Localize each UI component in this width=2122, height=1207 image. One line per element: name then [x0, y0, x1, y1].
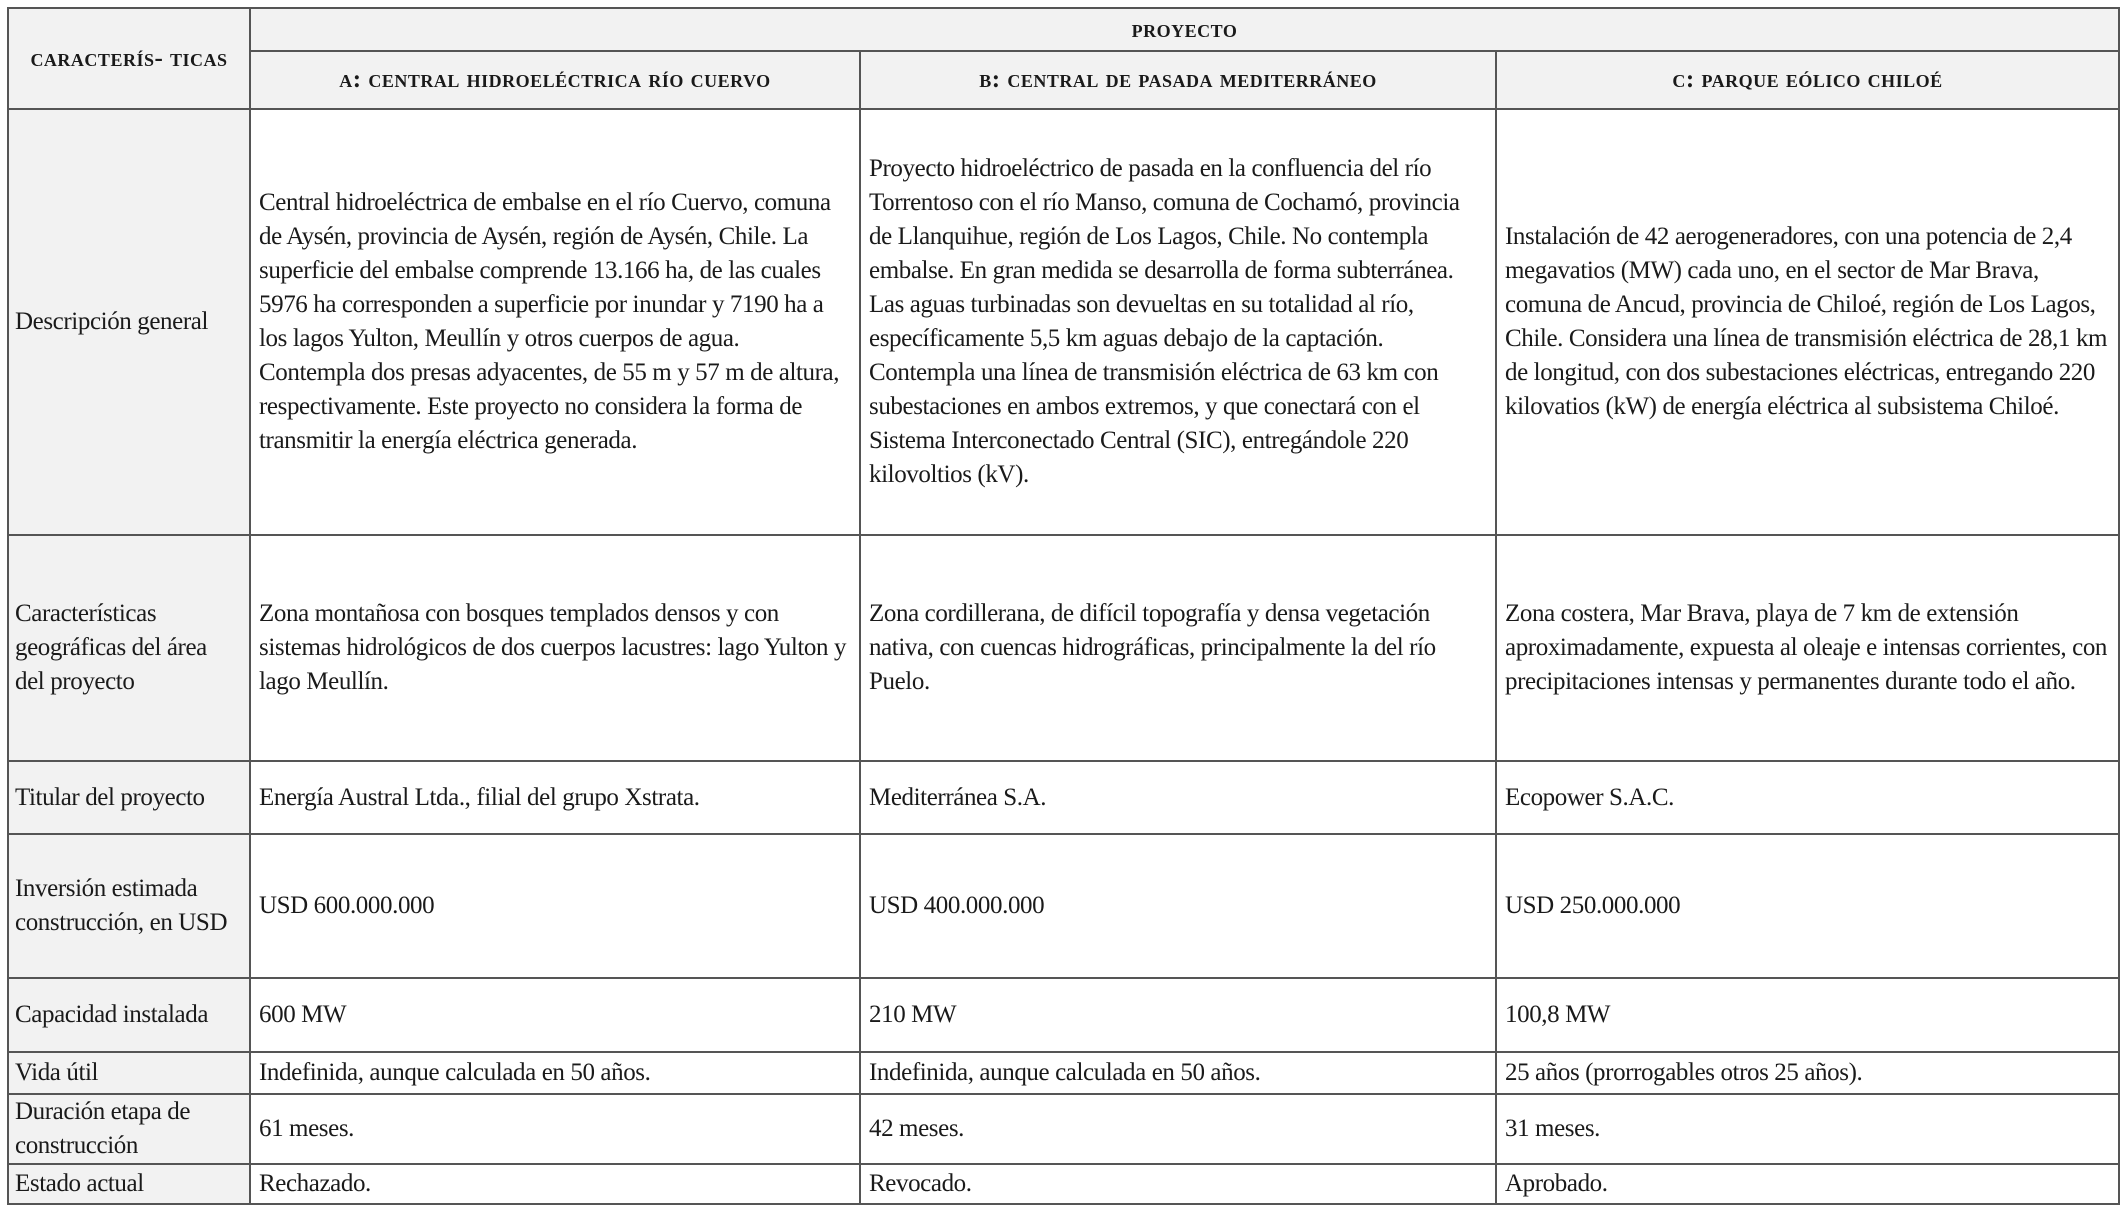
cell-b: Indefinida, aunque calculada en 50 años. — [860, 1052, 1496, 1094]
cell-b: Zona cordillerana, de difícil topografía y densa vegetación nativa, con cuencas hidrográficas, principalmente la del río Puelo. — [860, 535, 1496, 761]
row-label: Inversión estimada construcción, en USD — [8, 834, 250, 978]
column-header-b: b: central de pasada mediterráneo — [860, 51, 1496, 109]
cell-b-part2: Contempla una línea de transmisión eléctrica de 63 km con subestaciones en ambos extremos, y que conectará con el Sistema Interconectado Central (SIC), entregándole 220 kilovoltios (kV). — [869, 359, 1439, 488]
cell-a: Indefinida, aunque calculada en 50 años. — [250, 1052, 860, 1094]
cell-c: Zona costera, Mar Brava, playa de 7 km de extensión aproximadamente, expuesta al oleaje e intensas corrientes, con precipitaciones intensas y permanentes durante todo el año. — [1496, 535, 2119, 761]
cell-c: Aprobado. — [1496, 1164, 2119, 1204]
row-label: Descripción general — [8, 109, 250, 535]
row-label: Capacidad instalada — [8, 978, 250, 1052]
characteristics-header: caracterís- ticas — [8, 8, 250, 109]
table-row — [8, 1164, 2119, 1204]
cell-a: Energía Austral Ltda., filial del grupo Xstrata. — [250, 761, 860, 834]
cell-b: 42 meses. — [860, 1094, 1496, 1164]
table-row — [8, 535, 2119, 761]
row-label: Titular del proyecto — [8, 761, 250, 834]
cell-a: 600 MW — [250, 978, 860, 1052]
table-row — [8, 834, 2119, 978]
cell-b: USD 400.000.000 — [860, 834, 1496, 978]
cell-a: Central hidroeléctrica de embalse en el río Cuervo, comuna de Aysén, provincia de Aysén, región de Aysén, Chile. La superficie del embalse comprende 13.166 ha, de las cuales 5976 ha corresponden a superficie por inundar y 7190 ha a los lagos Yulton, Meullín y otros cuerpos de agua. Contempla dos presas adyacentes, de 55 m y 57 m de altura, respectivamente. Este proyecto no considera la forma de transmitir la energía eléctrica generada. — [250, 109, 860, 535]
cell-a: Rechazado. — [250, 1164, 860, 1204]
cell-b — [860, 109, 1496, 535]
cell-c: Ecopower S.A.C. — [1496, 761, 2119, 834]
row-label: Características geográficas del área del proyecto — [8, 535, 250, 761]
cell-c: 31 meses. — [1496, 1094, 2119, 1164]
column-header-c: c: parque eólico chiloé — [1496, 51, 2119, 109]
cell-b-part1: Proyecto hidroeléctrico de pasada en la confluencia del río Torrentoso con el río Manso, comuna de Cochamó, provincia de Llanquihue, región de Los Lagos, Chile. No contempla embalse. En gran medida se desarrolla de forma subterránea. Las aguas turbinadas son devueltas en su totalidad al río, específicamente 5,5 km aguas debajo de la captación. — [869, 155, 1460, 352]
cell-a: Zona montañosa con bosques templados densos y con sistemas hidrológicos de dos cuerpos lacustres: lago Yulton y lago Meullín. — [250, 535, 860, 761]
cell-a: 61 meses. — [250, 1094, 860, 1164]
row-label: Estado actual — [8, 1164, 250, 1204]
project-comparison-table — [7, 7, 2120, 1205]
table-row — [8, 1094, 2119, 1164]
cell-a: USD 600.000.000 — [250, 834, 860, 978]
project-header: proyecto — [250, 8, 2119, 51]
table-row — [8, 978, 2119, 1052]
cell-c: 100,8 MW — [1496, 978, 2119, 1052]
cell-c: 25 años (prorrogables otros 25 años). — [1496, 1052, 2119, 1094]
cell-b: 210 MW — [860, 978, 1496, 1052]
cell-c: Instalación de 42 aerogeneradores, con una potencia de 2,4 megavatios (MW) cada uno, en el sector de Mar Brava, comuna de Ancud, provincia de Chiloé, región de Los Lagos, Chile. Considera una línea de transmisión eléctrica de 28,1 km de longitud, con dos subestaciones eléctricas, entregando 220 kilovatios (kW) de energía eléctrica al subsistema Chiloé. — [1496, 109, 2119, 535]
table-row — [8, 761, 2119, 834]
row-label: Duración etapa de construcción — [8, 1094, 250, 1164]
row-label: Vida útil — [8, 1052, 250, 1094]
cell-b: Revocado. — [860, 1164, 1496, 1204]
table-row — [8, 1052, 2119, 1094]
cell-c: USD 250.000.000 — [1496, 834, 2119, 978]
table-row — [8, 109, 2119, 535]
cell-b: Mediterránea S.A. — [860, 761, 1496, 834]
column-header-a: a: central hidroeléctrica río cuervo — [250, 51, 860, 109]
